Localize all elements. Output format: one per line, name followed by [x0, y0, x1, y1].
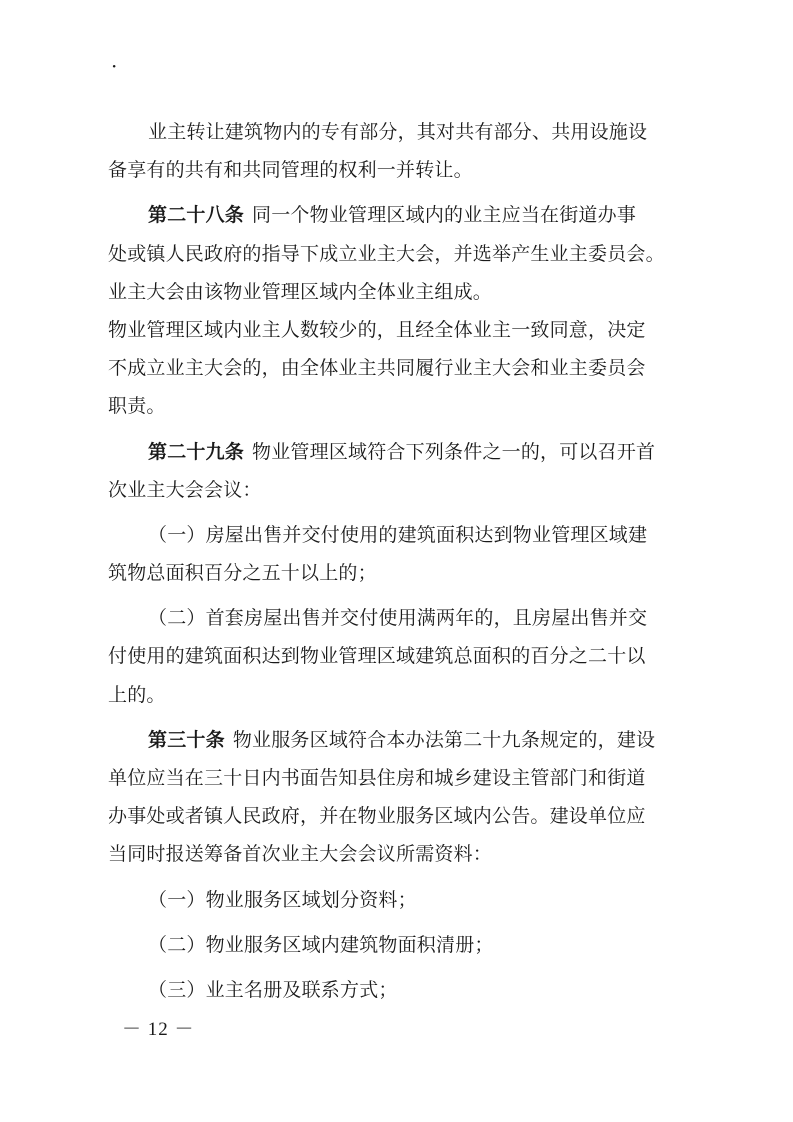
text-line: [108, 433, 712, 471]
text-line: 当同时报送筹备首次业主大会会议所需资料：: [108, 843, 493, 866]
paragraph: [108, 311, 712, 426]
text-line: 业主大会由该物业管理区域内全体业主组成。: [108, 280, 493, 303]
article-28: [108, 196, 712, 311]
text-line: 业主转让建筑物内的专有部分，其对共有部分、共用设施设: [148, 121, 648, 143]
article-30: [108, 721, 712, 874]
list-item: [108, 599, 712, 714]
text-line: 单位应当在三十日内书面告知县住房和城乡建设主管部门和街道: [108, 767, 646, 789]
list-item: [108, 516, 712, 592]
text-line: 不成立业主大会的，由全体业主共同履行业主大会和业主委员会: [108, 357, 646, 380]
text-line: 次业主大会会议：: [108, 478, 262, 501]
text-line: 付使用的建筑面积达到物业管理区域建筑总面积的百分之二十以: [108, 645, 646, 668]
text-line: 备享有的共有和共同管理的权利一并转让。: [108, 159, 473, 182]
list-item: [108, 971, 712, 1009]
text-line: [108, 721, 712, 759]
text-line: 上的。: [108, 683, 166, 706]
paragraph: [108, 113, 712, 189]
article-text: 同一个物业管理区域内的业主应当在街道办事: [252, 204, 637, 227]
article-29: [108, 433, 712, 509]
text-line: （二）首套房屋出售并交付使用满两年的，且房屋出售并交: [148, 607, 648, 630]
text-line: 筑物总面积百分之五十以上的；: [108, 562, 377, 585]
text-line: （二）物业服务区域内建筑物面积清册；: [148, 933, 494, 956]
page-number: － 12 －: [122, 1019, 195, 1040]
article-heading: 第二十八条: [148, 204, 245, 227]
article-text: 物业服务区域符合本办法第二十九条规定的，建设: [232, 728, 656, 751]
text-line: [108, 196, 712, 234]
document-body: [108, 113, 712, 1009]
text-line: 职责。: [108, 395, 166, 418]
list-item: [108, 881, 712, 919]
text-line: （一）物业服务区域划分资料；: [148, 888, 417, 911]
text-line: 办事处或者镇人民政府，并在物业服务区域内公告。建设单位应: [108, 805, 646, 828]
top-mark: ·: [111, 54, 118, 78]
text-line: （一）房屋出售并交付使用的建筑面积达到物业管理区域建: [148, 523, 648, 546]
list-item: [108, 926, 712, 964]
text-line: （三）业主名册及联系方式；: [148, 978, 398, 1001]
text-line: 物业管理区域内业主人数较少的，且经全体业主一致同意，决定: [108, 318, 646, 341]
article-text: 物业管理区域符合下列条件之一的，可以召开首: [252, 440, 656, 463]
text-line: 处或镇人民政府的指导下成立业主大会，并选举产生业主委员会。: [108, 242, 665, 265]
article-heading: 第二十九条: [148, 440, 245, 463]
article-heading: 第三十条: [148, 728, 225, 751]
